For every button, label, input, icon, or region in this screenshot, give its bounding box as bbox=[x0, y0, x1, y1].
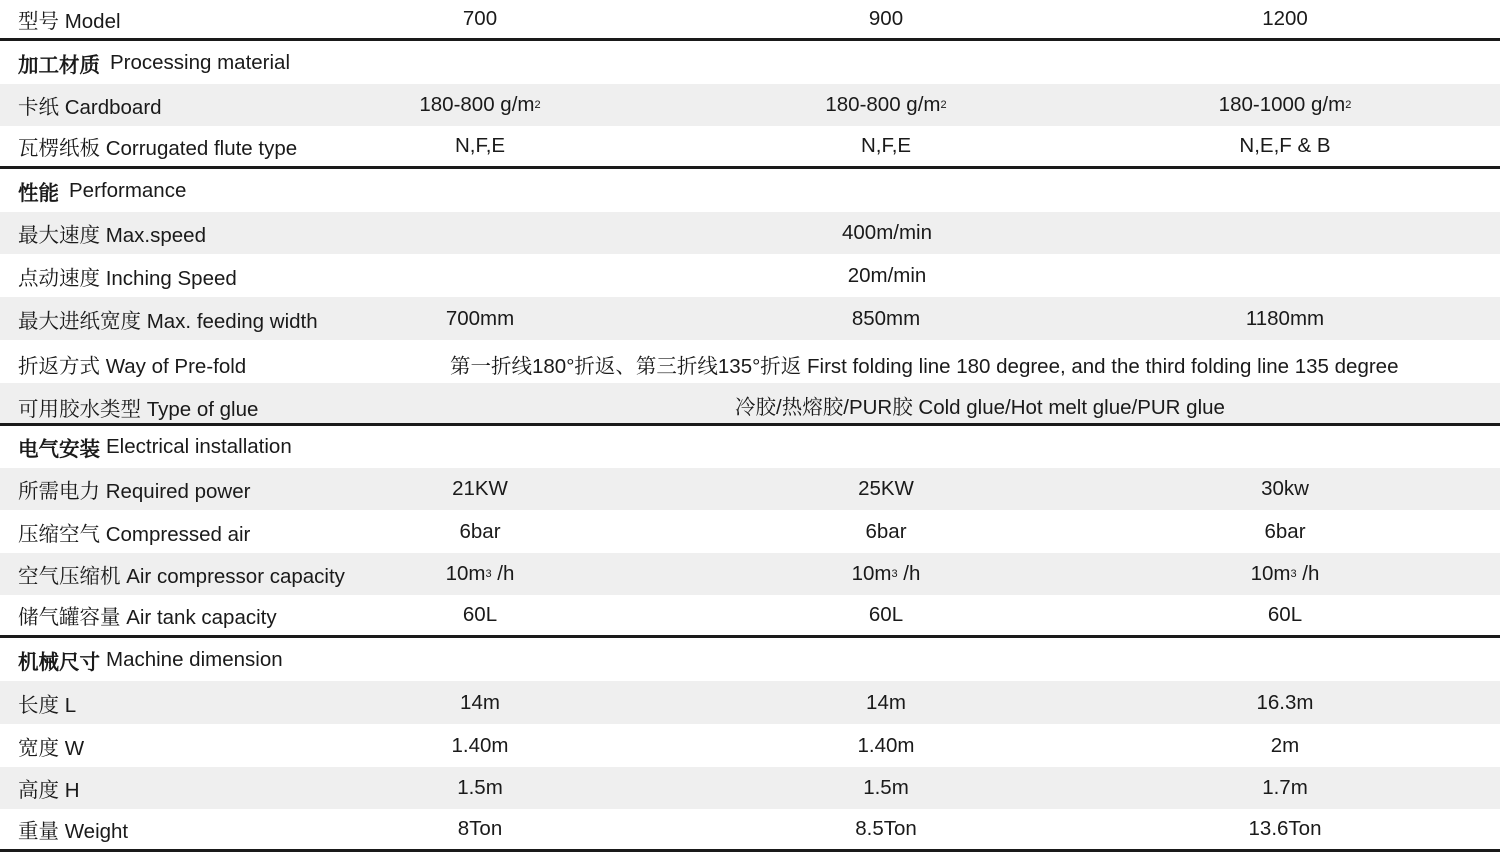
value-cell: 8Ton bbox=[457, 817, 503, 840]
value-cell: 1.40m bbox=[857, 733, 915, 757]
value-cell: 180-800 g/m 2 bbox=[419, 93, 541, 116]
value-cell: 冷胶/热熔胶/PUR胶 Cold glue/Hot melt glue/PUR glue bbox=[735, 396, 1225, 419]
row-air-tank bbox=[0, 595, 1500, 635]
value-cell: 6bar bbox=[1264, 519, 1306, 543]
row-label: 所需电力 Required power bbox=[18, 480, 251, 503]
section-title-zh: 电气安装 bbox=[18, 438, 100, 461]
value-cell: 8.5Ton bbox=[855, 817, 917, 840]
value-cell: 60L bbox=[462, 603, 498, 626]
value-cell: 180-1000 g/m 2 bbox=[1218, 93, 1352, 116]
row-label: 长度 L bbox=[18, 693, 77, 717]
row-inching-speed bbox=[0, 254, 1500, 297]
section-electrical bbox=[0, 426, 1500, 468]
row-compressed-air bbox=[0, 510, 1500, 553]
value-cell: 13.6Ton bbox=[1248, 817, 1322, 840]
section-title-zh: 机械尺寸 bbox=[18, 650, 100, 674]
row-max-speed bbox=[0, 212, 1500, 254]
section-title-zh: 性能 bbox=[18, 181, 59, 205]
section-performance bbox=[0, 169, 1500, 212]
section-title-en: Electrical installation bbox=[106, 435, 292, 458]
row-label: 可用胶水类型 Type of glue bbox=[18, 398, 259, 421]
row-label: 卡纸 Cardboard bbox=[18, 96, 162, 119]
row-glue-type bbox=[0, 383, 1500, 423]
value-cell: 20m/min bbox=[847, 263, 927, 287]
value-cell: 10m 3 /h bbox=[1250, 562, 1320, 585]
row-width bbox=[0, 724, 1500, 767]
value-cell: 2m bbox=[1270, 733, 1300, 757]
row-feeding-width bbox=[0, 297, 1500, 340]
value-cell: 1.40m bbox=[451, 733, 509, 757]
row-label: 高度 H bbox=[18, 779, 80, 802]
row-label: 宽度 W bbox=[18, 736, 85, 760]
value-cell: 10m 3 /h bbox=[851, 562, 921, 585]
value-cell: 14m bbox=[866, 690, 906, 714]
value-cell: 1.5m bbox=[457, 776, 503, 799]
value-cell: 1.5m bbox=[863, 776, 909, 799]
value-cell: 第一折线180°折返、第三折线135°折返 First folding line 180 degree, and the third folding line 135 degree bbox=[450, 354, 1399, 378]
row-length bbox=[0, 681, 1500, 724]
value-cell: 400m/min bbox=[841, 221, 932, 244]
value-cell: 14m bbox=[460, 690, 500, 714]
value-cell: N,F,E bbox=[454, 134, 506, 157]
row-label: 空气压缩机 Air compressor capacity bbox=[18, 565, 345, 588]
row-label: 最大速度 Max.speed bbox=[18, 224, 206, 247]
value-cell: 16.3m bbox=[1256, 690, 1314, 714]
value-cell: 60L bbox=[1267, 603, 1303, 626]
row-pre-fold bbox=[0, 340, 1500, 383]
value-cell: 6bar bbox=[865, 519, 907, 543]
model-700: 700 bbox=[462, 7, 498, 30]
row-weight bbox=[0, 809, 1500, 849]
value-cell: 700mm bbox=[445, 306, 515, 330]
row-compressor-capacity bbox=[0, 553, 1500, 595]
value-cell: N,E,F & B bbox=[1239, 134, 1331, 157]
row-label: 压缩空气 Compressed air bbox=[18, 522, 251, 546]
value-cell: 1.7m bbox=[1262, 776, 1308, 799]
model-900: 900 bbox=[868, 7, 904, 30]
value-cell: 850mm bbox=[851, 306, 921, 330]
value-cell: 1180mm bbox=[1245, 306, 1325, 330]
value-cell: 6bar bbox=[459, 519, 501, 543]
model-label: 型号 Model bbox=[18, 10, 121, 33]
model-1200: 1200 bbox=[1262, 7, 1308, 30]
value-cell: 60L bbox=[868, 603, 904, 626]
row-height bbox=[0, 767, 1500, 809]
section-title-en: Processing material bbox=[110, 50, 291, 74]
value-cell: 10m 3 /h bbox=[445, 562, 515, 585]
value-cell: 180-800 g/m 2 bbox=[825, 93, 947, 116]
row-flute-type bbox=[0, 126, 1500, 166]
value-cell: N,F,E bbox=[860, 134, 912, 157]
section-title-en: Machine dimension bbox=[106, 647, 283, 671]
value-cell: 21KW bbox=[452, 477, 508, 500]
row-label: 储气罐容量 Air tank capacity bbox=[18, 606, 277, 629]
row-label: 折返方式 Way of Pre-fold bbox=[18, 355, 247, 378]
section-material bbox=[0, 41, 1500, 84]
value-cell: 30kw bbox=[1261, 477, 1309, 500]
value-cell: 25KW bbox=[858, 477, 914, 500]
row-label: 重量 Weight bbox=[18, 820, 129, 843]
row-cardboard bbox=[0, 84, 1500, 126]
row-label: 点动速度 Inching Speed bbox=[18, 266, 237, 290]
section-title-zh: 加工材质 bbox=[18, 53, 100, 77]
row-required-power bbox=[0, 468, 1500, 510]
section-title-en: Performance bbox=[69, 178, 187, 202]
row-label: 最大进纸宽度 Max. feeding width bbox=[18, 309, 318, 333]
model-row bbox=[0, 0, 1500, 38]
row-label: 瓦楞纸板 Corrugated flute type bbox=[18, 137, 298, 160]
section-dimension bbox=[0, 638, 1500, 681]
